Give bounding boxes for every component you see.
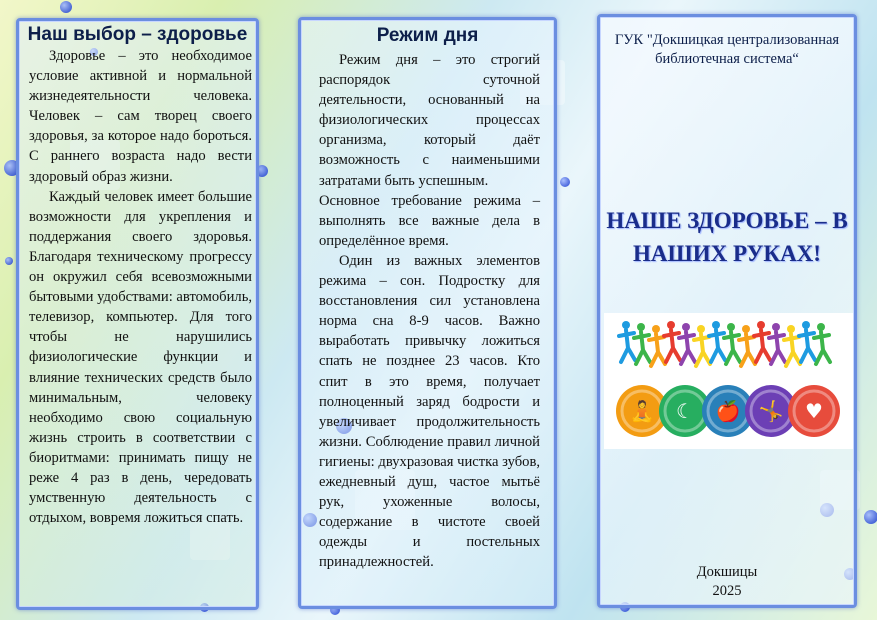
person-silhouette-icon [754, 321, 770, 362]
svg-text:🤸: 🤸 [758, 399, 784, 423]
panel2-paragraph: Основное требование режима – выполнять все важные дела в определённое время. [319, 192, 540, 249]
panel1-body [19, 46, 256, 528]
person-silhouette-icon [799, 321, 815, 362]
person-silhouette-icon [634, 323, 650, 364]
icon-circles [616, 385, 840, 437]
panel2-heading: Режим дня [376, 25, 479, 46]
decorative-dot [864, 510, 877, 524]
person-silhouette-icon [739, 325, 755, 366]
panel2-paragraph: Один из важных элементов режима – сон. Подростку для восстановления сил установлена норма сна 8-9 часов. Важно выработать привычку ложиться спать не позднее 23 часов. Кто спит в это время, получает полноценный заряд бодрости и увеличивает продолжительность жизни. Соблюдение правил личной гигиены: двухразовая чистка зубов, ежедневный душ, частое мытьё рук, ухоженные волосы, содержание в чистоте своей одежды и постельных принадлежностей. [319, 252, 540, 571]
svg-text:☾: ☾ [676, 399, 694, 423]
person-silhouette-icon [649, 325, 665, 366]
person-silhouette-icon [679, 323, 695, 364]
person-silhouette-icon [709, 321, 725, 362]
person-silhouette-icon [784, 325, 800, 366]
svg-text:♥: ♥ [805, 399, 823, 423]
panel-daily-routine [298, 17, 557, 609]
health-illustration-svg [604, 313, 853, 449]
person-silhouette-icon [814, 323, 830, 364]
panel1-paragraph: Каждый человек имеет большие возможности для укрепления и поддержания своего здоровья. Благодаря техническому прогрессу он окружил себя всевозможными бытовыми удобствами: автомобиль, телевизор, компьютер. Для того чтобы не нарушились физиологические функции и влияние технических средств было минимальным, человеку необходимо свою социальную жизнь строить в соответствии с биоритмами: принимать пищу не реже 4 раз в день, чередовать умственную деятельность с отдыхом, вовремя ложиться спать. [29, 188, 252, 527]
svg-text:🧘: 🧘 [629, 399, 655, 423]
footer [600, 563, 854, 601]
panel1-paragraph: Здоровье – это необходимое условие активной и нормальной жизнедеятельности человека. Человек – сам творец своего здоровья, за которое надо бороться. С раннего возраста надо вести здоровый образ жизни. [29, 48, 252, 185]
panel-healthy-choice [16, 18, 259, 610]
svg-text:🍎: 🍎 [715, 399, 741, 423]
city-name: Докшицы [696, 564, 758, 580]
decorative-dot [560, 177, 570, 187]
person-silhouette-icon [619, 321, 635, 362]
organization-name: ГУК "Докшицкая централизованная библиотечная система“ [614, 32, 840, 67]
person-silhouette-icon [664, 321, 680, 362]
panel-cover [597, 14, 857, 608]
panel1-heading: Наш выбор – здоровье [27, 24, 248, 45]
running-figures [619, 321, 830, 366]
panel2-paragraph: Режим дня – это строгий распорядок суточной деятельности, основанный на физиологических процессах организма, который даёт возможность с наименьшими затратами быть успешным. [319, 52, 540, 189]
year: 2025 [712, 583, 742, 599]
heart-icon [788, 385, 840, 437]
person-silhouette-icon [694, 325, 710, 366]
decorative-dot [60, 1, 72, 13]
panel2-body [301, 50, 554, 572]
brochure-title: НАШЕ ЗДОРОВЬЕ – В НАШИХ РУКАХ! [606, 208, 848, 266]
person-silhouette-icon [724, 323, 740, 364]
person-silhouette-icon [769, 323, 785, 364]
health-illustration [604, 313, 853, 449]
decorative-dot [5, 257, 13, 265]
